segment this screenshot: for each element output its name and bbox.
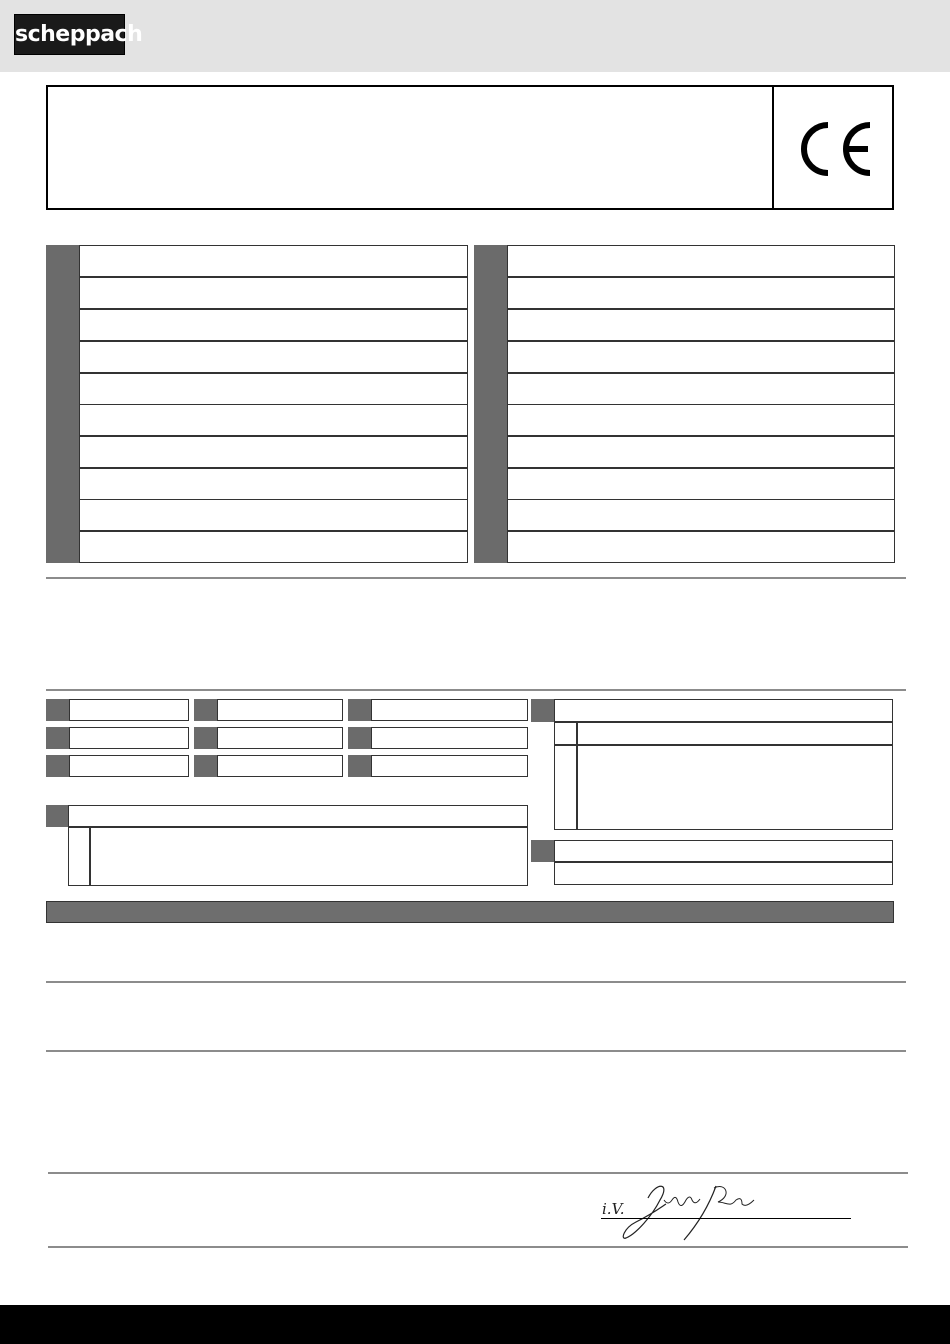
language-row: [79, 531, 468, 563]
language-row: [507, 499, 895, 531]
directive-row: [371, 727, 528, 749]
language-row: [507, 277, 895, 309]
label-square: [46, 531, 79, 563]
language-row: [79, 436, 468, 468]
footer-bar: [0, 1305, 950, 1344]
divider: [48, 1246, 908, 1248]
signature-line: [601, 1218, 851, 1219]
svg-text:i.V.: i.V.: [602, 1200, 625, 1218]
language-row: [79, 404, 468, 436]
language-row: [507, 531, 895, 563]
sub-text-box: [90, 827, 528, 886]
divider: [46, 1050, 906, 1052]
label-square: [194, 755, 217, 777]
language-row: [507, 436, 895, 468]
language-row: [79, 373, 468, 405]
sub-index-cell: [68, 827, 90, 886]
directive-header-row: [68, 805, 528, 827]
language-row: [79, 245, 468, 277]
directive-row: [217, 727, 343, 749]
language-row: [79, 499, 468, 531]
label-square: [474, 436, 507, 468]
divider: [46, 577, 906, 579]
label-square: [348, 727, 371, 749]
label-square: [46, 755, 69, 777]
signature-image: [596, 1178, 766, 1243]
label-square: [531, 699, 554, 722]
label-square: [194, 699, 217, 721]
divider: [46, 689, 906, 691]
label-square: [348, 699, 371, 721]
directive-header-row: [554, 840, 893, 862]
label-square: [474, 341, 507, 373]
language-row: [507, 468, 895, 500]
ce-mark-cell: [772, 87, 892, 208]
label-square: [46, 309, 79, 341]
language-row: [507, 245, 895, 277]
directive-header-row: [554, 699, 893, 722]
directive-row: [69, 699, 189, 721]
sub-index-cell: [554, 722, 577, 745]
label-square: [474, 245, 507, 277]
label-square: [46, 805, 68, 827]
sub-text-box: [577, 745, 893, 830]
directive-row: [69, 755, 189, 777]
label-square: [474, 373, 507, 405]
label-square: [46, 436, 79, 468]
label-square: [46, 277, 79, 309]
sub-index-cell: [554, 745, 577, 830]
label-square: [46, 341, 79, 373]
label-square: [46, 373, 79, 405]
label-square: [46, 468, 79, 500]
language-row: [79, 277, 468, 309]
label-square: [46, 727, 69, 749]
directive-row: [217, 699, 343, 721]
directive-row: [371, 699, 528, 721]
declaration-title-box: [46, 85, 894, 210]
language-row: [507, 309, 895, 341]
label-square: [474, 468, 507, 500]
label-square: [474, 404, 507, 436]
language-row: [507, 404, 895, 436]
language-row: [79, 341, 468, 373]
label-square: [46, 404, 79, 436]
scheppach-logo: scheppach: [14, 14, 125, 55]
label-square: [531, 840, 554, 862]
label-square: [474, 277, 507, 309]
label-square: [474, 499, 507, 531]
standards-bar: [46, 901, 894, 923]
divider: [46, 981, 906, 983]
directive-row: [217, 755, 343, 777]
label-square: [474, 531, 507, 563]
sub-row: [577, 722, 893, 745]
directive-row: [371, 755, 528, 777]
label-square: [348, 755, 371, 777]
language-row: [507, 373, 895, 405]
language-row: [79, 468, 468, 500]
label-square: [194, 727, 217, 749]
language-row: [507, 341, 895, 373]
directive-row: [69, 727, 189, 749]
label-square: [46, 499, 79, 531]
divider: [48, 1172, 908, 1174]
label-square: [474, 309, 507, 341]
language-row: [79, 309, 468, 341]
directive-value-row: [554, 862, 893, 885]
ce-mark-icon: [792, 119, 874, 179]
header-bar: [0, 0, 950, 72]
label-square: [46, 699, 69, 721]
label-square: [46, 245, 79, 277]
